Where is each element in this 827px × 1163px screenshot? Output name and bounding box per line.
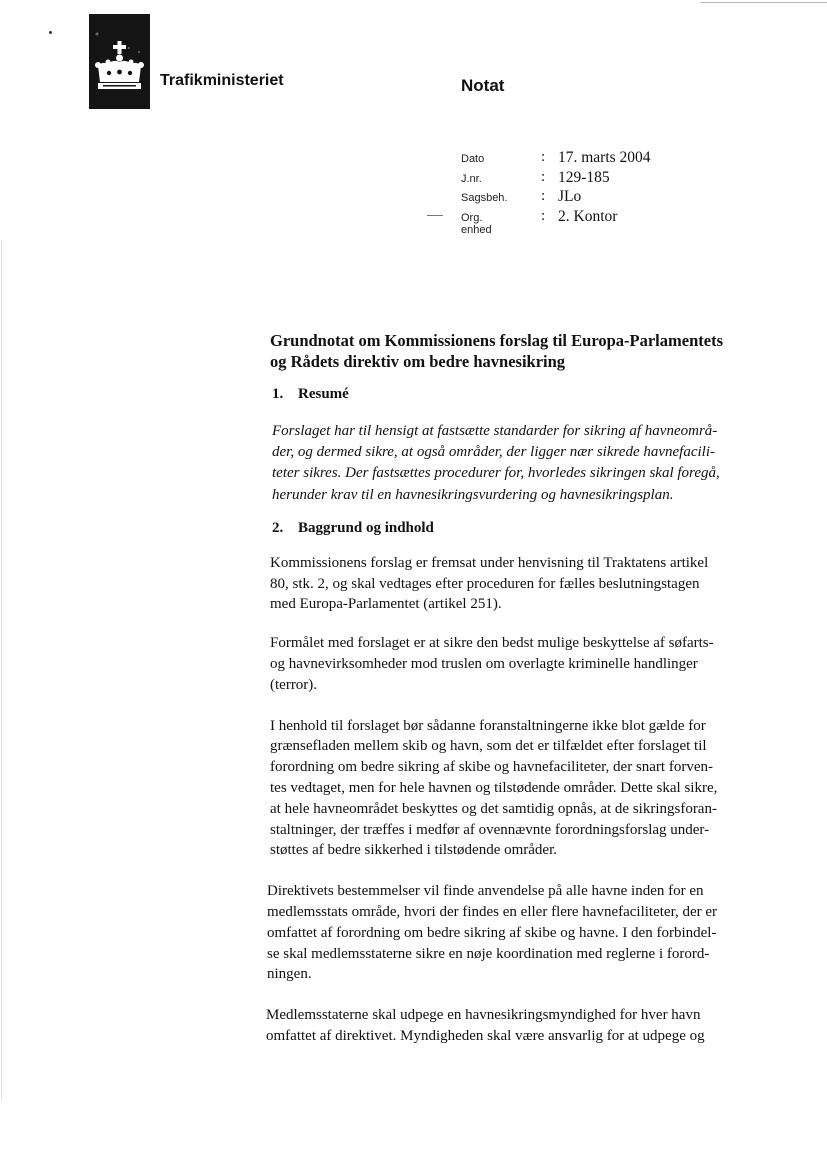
section-heading-background [272,520,760,537]
meta-value: 17. marts 2004 [558,149,651,166]
document-title [270,330,760,372]
ministry-name: Trafikministeriet [160,72,284,89]
section-title: Baggrund og indhold [298,519,434,536]
paragraph: Direktivets bestemmelser vil finde anvendelse på alle havne inden for en medlemsstats område, hvori der findes en eller flere havnefaciliteter, der er omfattet af forordning om bedre sikring af skibe og havne. I den forbindel- se skal medlemsstaterne sikre en nøje koordination med reglerne i forord- ningen. [267,883,718,983]
section-heading-resume [272,386,760,403]
paragraph: I henhold til forslaget bør sådanne foranstaltningerne ikke blot gælde for grænsefladen mellem skib og havn, som det er tilfældet efter forslaget til forordning om bedre sikring af skibe og havnefaciliteter, der snart forven- tes vedtaget, men for hele havnen og tilstødende områder. Dette skal sikre, at hele havneområdet beskyttes og det samtidig opnås, at de sikringsforan- staltninger, der træffes i medfør af ovennævnte forordningsforslag under- støttes af bedre sikkerhed i tilstødende områder. [270,717,718,859]
meta-separator: : [541,168,546,185]
paragraph: Medlemsstaterne skal udpege en havnesikringsmyndighed for hver havn omfattet af direktivet. Myndigheden skal være ansvarlig for at udpege og [266,1007,705,1044]
section-title: Resumé [298,386,349,402]
meta-label: Dato [461,153,485,165]
margin-dash [427,215,443,216]
meta-label: Org. enhed [461,211,492,236]
section-number: 2. [272,519,284,536]
meta-separator: : [541,188,546,204]
scan-edge-left [1,240,2,1100]
meta-label: J.nr. [461,172,482,185]
meta-value: 129-185 [558,168,610,186]
crown-emblem-icon [89,14,150,109]
paragraph: Kommissionens forslag er fremsat under henvisning til Traktatens artikel 80, stk. 2, og skal vedtages efter proceduren for fælles beslutningstagen med Europa-Parlamentet (artikel 251). [270,554,709,613]
meta-label: Sagsbeh. [461,192,508,204]
ministry-logo [89,14,150,109]
scan-speck [49,31,52,34]
section-number: 1. [272,386,284,402]
meta-separator: : [541,207,546,224]
title-line: og Rådets direktiv om bedre havnesikring [270,352,566,371]
meta-value: 2. Kontor [558,207,618,225]
title-line: Grundnotat om Kommissionens forslag til Europa-Parlamentets [270,331,723,350]
meta-value: JLo [558,188,582,205]
summary-text: Forslaget har til hensigt at fastsætte standarder for sikring af havneområ- der, og dermed sikre, at også områder, der ligger nær sikrede havnefacili- teter sikres. Der fastsættes procedurer for, hvorledes sikringen skal foregå, herunder krav til en havnesikringsvurdering og havnesikringsplan. [272,423,720,503]
document-type: Notat [461,76,505,95]
paragraph: Formålet med forslaget er at sikre den bedst mulige beskyttelse af søfarts- og havnevirksomheder mod truslen om overlagte kriminelle handlinger (terror). [270,635,714,693]
meta-separator: : [541,149,546,165]
document-body [266,330,760,1047]
scan-edge-top [700,2,827,3]
